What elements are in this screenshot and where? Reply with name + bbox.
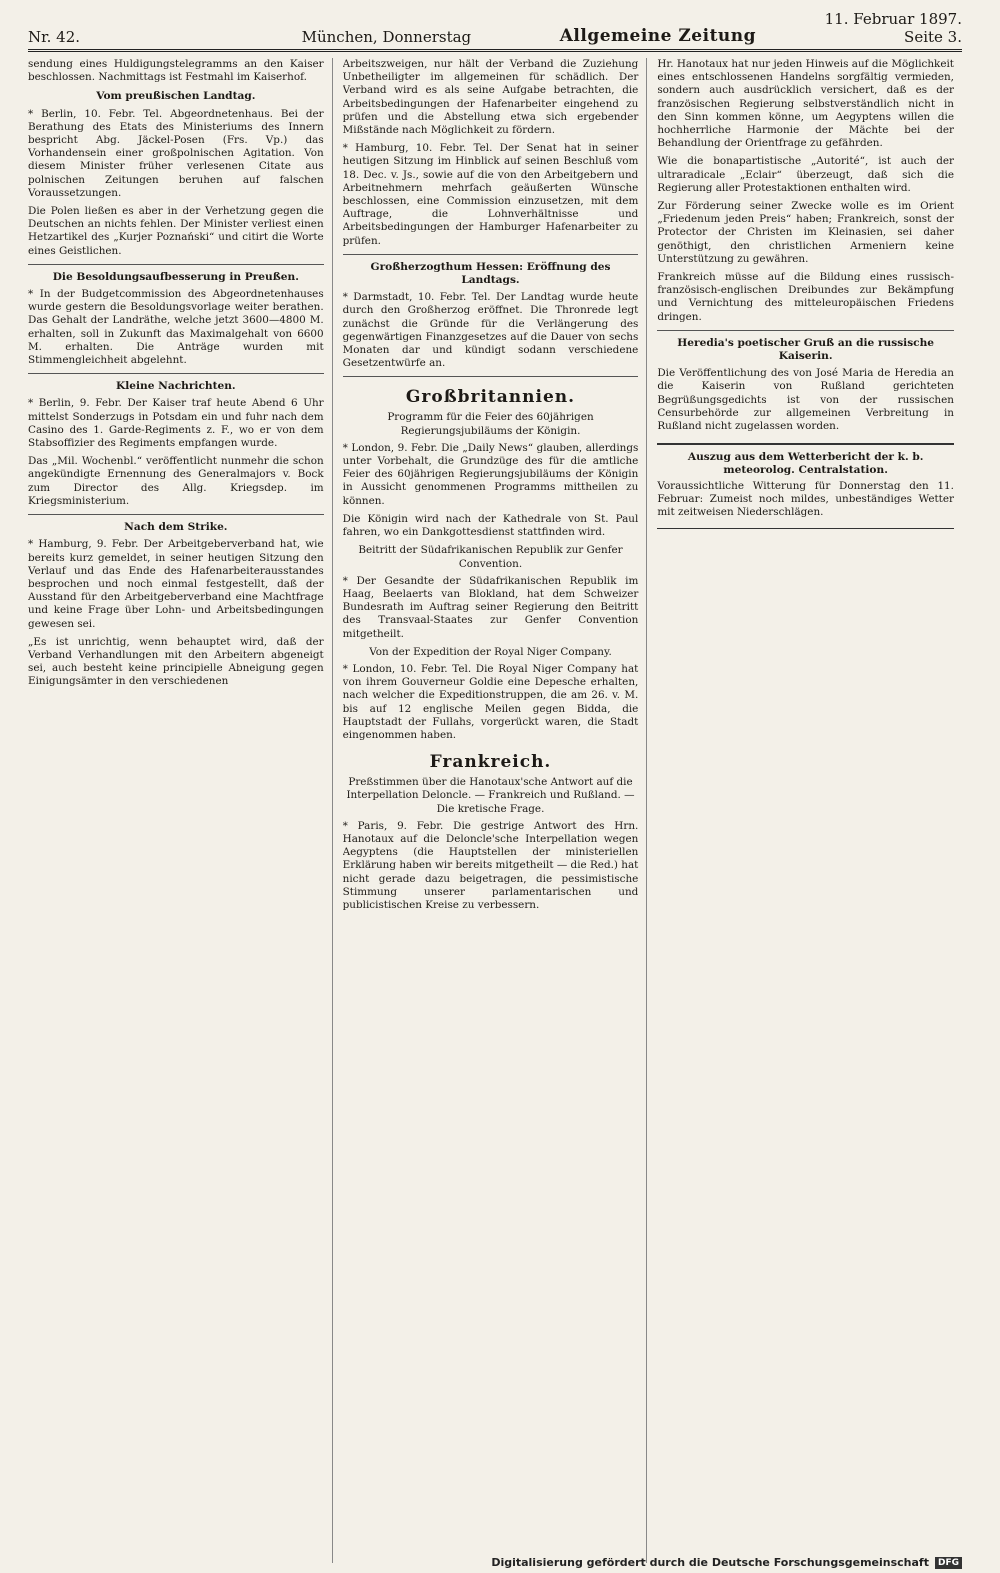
paragraph: Das „Mil. Wochenbl.“ veröffentlicht nunmehr die schon angekündigte Ernennung des Generalmajors v. Bock zum Director des Allg. Kriegsdep. im Kriegsministerium. [28, 455, 324, 507]
column-1 [28, 58, 333, 1563]
digitization-footer [491, 1556, 962, 1569]
paragraph: „Es ist unrichtig, wenn behauptet wird, daß der Verband Verhandlungen mit den Arbeitern abgeneigt sei, auch besteht keine principielle Abneigung gegen Einigungsämter in den verschiedenen [28, 635, 324, 688]
city-day: München, Donnerstag [301, 28, 472, 46]
paragraph: Hr. Hanotaux hat nur jeden Hinweis auf die Möglichkeit eines entschlossenen Handelns sorgfältig vermieden, sondern auch ausdrücklich versichert, daß es der französischen Regierung selbstverständlich nicht in den Sinn kommen könne, um Aegyptens willen die hochherrliche Harmonie der Mächte bei der Behandlung der Orientfrage zu gefährden. [657, 58, 954, 150]
paragraph: Die Veröffentlichung des von José Maria de Heredia an die Kaiserin von Rußland gerichteten Begrüßungsgedichts ist von der russischen Censurbehörde zur allgemeinen Verbreitung in Rußland nicht zugelassen worden. [657, 367, 954, 433]
date-page [788, 10, 962, 46]
country-heading-britain: Großbritannien. [405, 387, 576, 408]
divider [343, 376, 639, 377]
article-columns [28, 58, 962, 1563]
paragraph: sendung eines Huldigungstelegramms an den Kaiser beschlossen. Nachmittags ist Festmahl im Kaiserhof. [28, 58, 324, 84]
paragraph: * London, 10. Febr. Tel. Die Royal Niger Company hat von ihrem Gouverneur Goldie eine Depesche erhalten, nach welcher die Expeditionstruppen, die am 26. v. M. bis auf 12 englische Meilen gegen Bidda, die Hauptstadt der Fullahs, vorgerückt waren, die Stadt eingenommen haben. [342, 662, 639, 741]
paragraph: * In der Budgetcommission des Abgeordnetenhauses wurde gestern die Besoldungsvorlage weiter berathen. Das Gehalt der Landräthe, welche jetzt 3600—4800 M. erhalten, soll in Zukunft das Maximalgehalt von 6600 M. erhalten. Die Anträge wurden mit Stimmengleichheit abgelehnt. [28, 288, 324, 367]
paragraph: * Der Gesandte der Südafrikanischen Republik im Haag, Beelaerts van Blokland, hat dem Schweizer Bundesrath im Auftrag seiner Regierung den Beitritt des Transvaal-Staates zur Genfer Convention mitgetheilt. [342, 574, 639, 640]
paragraph: * Berlin, 10. Febr. Tel. Abgeordnetenhaus. Bei der Berathung des Etats des Ministeriums des Innern bespricht Abg. Jäckel-Posen (Frs. Vp.) das Vorhandensein einer großpolnischen Agitation. Von diesem Minister früher verlesenen Citate aus polnischen Zeitungen beruhen auf falschen Voraussetzungen. [28, 107, 324, 199]
paragraph: * Hamburg, 9. Febr. Der Arbeitgeberverband hat, wie bereits kurz gemeldet, in seiner heutigen Sitzung den Verlauf und das Ende des Hafenarbeiterausstandes besprochen und noch einmal festgestellt, daß der Ausstand für den Arbeitgeberverband eine Machtfrage und keine Frage über Lohn- und Arbeitsbedingungen gewesen sei. [28, 538, 324, 630]
paragraph: Wie die bonapartistische „Autorité“, ist auch der ultraradicale „Eclair“ überzeugt, daß sich die Regierung aller Protestaktionen enthalten wird. [657, 155, 954, 194]
subheading: Beitritt der Südafrikanischen Republik zur Genfer Convention. [358, 544, 623, 570]
subheading: Programm für die Feier des 60jährigen Regierungsjubiläums der Königin. [387, 411, 594, 437]
masthead [28, 10, 962, 52]
section-heading: Kleine Nachrichten. [116, 380, 236, 393]
paragraph: * Darmstadt, 10. Febr. Tel. Der Landtag wurde heute durch den Großherzog eröffnet. Die Thronrede legt zunächst die Gründe für die Verlängerung des gegenwärtigen Finanzgesetzes auf die Dauer von sechs Monaten dar und kündigt sodann verschiedene Gesetzentwürfe an. [342, 291, 639, 370]
country-heading-france: Frankreich. [429, 752, 552, 773]
paragraph: Zur Förderung seiner Zwecke wolle es im Orient „Friedenum jeden Preis“ haben; Frankreich, sonst der Protector der Christen im Kleinasien, sei daher genöthigt, den christlichen Armeniern keine Unterstützung zu gewähren. [657, 200, 954, 265]
divider [28, 514, 324, 515]
section-heading: Großherzogthum Hessen: Eröffnung des Landtags. [370, 260, 611, 287]
divider [28, 373, 324, 374]
section-heading: Nach dem Strike. [124, 521, 228, 534]
divider [28, 264, 324, 265]
page-number: Seite 3. [904, 28, 962, 46]
issue-number: Nr. 42. [28, 28, 81, 46]
subheading: Von der Expedition der Royal Niger Company. [369, 645, 612, 658]
section-heading: Heredia's poetischer Gruß an die russische Kaiserin. [677, 336, 935, 363]
paragraph: * Hamburg, 10. Febr. Tel. Der Senat hat in seiner heutigen Sitzung im Hinblick auf seinen Beschluß vom 18. Dec. v. Js., sowie auf die von den Arbeitgebern und Arbeitnehmern mehrfach geäußerten Wünsche beschlossen, eine Commission einzusetzen, mit dem Auftrage, die Lohnverhältnisse und Arbeitsbedingungen der Hamburger Hafenarbeiter zu prüfen. [342, 142, 639, 247]
column-3 [657, 58, 962, 1563]
paragraph: Die Polen ließen es aber in der Verhetzung gegen die Deutschen an nichts fehlen. Der Minister verliest einen Hetzartikel des „Kurjer Poznański“ und citirt die Worte eines Geistlichen. [28, 205, 324, 257]
subheading: Preßstimmen über die Hanotaux'sche Antwort auf die Interpellation Deloncle. — Frankreich und Rußland. — Die kretische Frage. [346, 776, 635, 815]
divider [343, 254, 639, 255]
column-2 [343, 58, 648, 1563]
section-heading: Die Besoldungsaufbesserung in Preußen. [52, 270, 299, 283]
issue-date: 11. Februar 1897. [824, 10, 962, 28]
footer-text: Digitalisierung gefördert durch die Deutsche Forschungsgemeinschaft [491, 1556, 929, 1569]
divider [657, 330, 954, 331]
newspaper-title: Allgemeine Zeitung [559, 26, 757, 46]
paragraph: * London, 9. Febr. Die „Daily News“ glauben, allerdings unter Vorbehalt, die Grundzüge des für die amtliche Feier des 60jährigen Regierungsjubiläums der Königin in Aussicht genommenen Programms mittheilen zu können. [342, 441, 639, 507]
weather-heading: Auszug aus dem Wetterbericht der k. b. meteorolog. Centralstation. [687, 451, 924, 477]
weather-report-box [657, 443, 954, 529]
weather-text: Voraussichtliche Witterung für Donnerstag den 11. Februar: Zumeist noch mildes, unbeständiges Wetter mit zeitweisen Niederschlägen. [657, 479, 954, 519]
paragraph: Die Königin wird nach der Kathedrale von St. Paul fahren, wo ein Dankgottesdienst stattfinden wird. [342, 512, 639, 539]
section-heading: Vom preußischen Landtag. [96, 90, 256, 103]
paragraph: * Berlin, 9. Febr. Der Kaiser traf heute Abend 6 Uhr mittelst Sonderzugs in Potsdam ein und fuhr nach dem Casino des 1. Garde-Regiments z. F., wo er von dem Stabsoffizier des Regiments empfangen wurde. [28, 397, 324, 450]
paragraph: Frankreich müsse auf die Bildung eines russisch-französisch-englischen Dreibundes zur Bekämpfung und Vernichtung des mitteleuropäischen Friedens dringen. [657, 271, 954, 323]
paragraph: * Paris, 9. Febr. Die gestrige Antwort des Hrn. Hanotaux auf die Deloncle'sche Interpellation wegen Aegyptens (die Hauptstellen der ministeriellen Erklärung haben wir bereits mitgetheilt — die Red.) hat nicht gerade dazu beigetragen, die pessimistische Stimmung unserer parlamentarischen und publicistischen Kreise zu verbessern. [342, 819, 639, 911]
dfg-logo: DFG [935, 1557, 962, 1569]
paragraph: Arbeitszweigen, nur hält der Verband die Zuziehung Unbetheiligter im allgemeinen für schädlich. Der Verband wird es als seine Aufgabe betrachten, die Arbeitsbedingungen der Hafenarbeiter eingehend zu prüfen und die Abstellung etwa sich ergebender Mißstände nach Möglichkeit zu fördern. [342, 58, 639, 137]
